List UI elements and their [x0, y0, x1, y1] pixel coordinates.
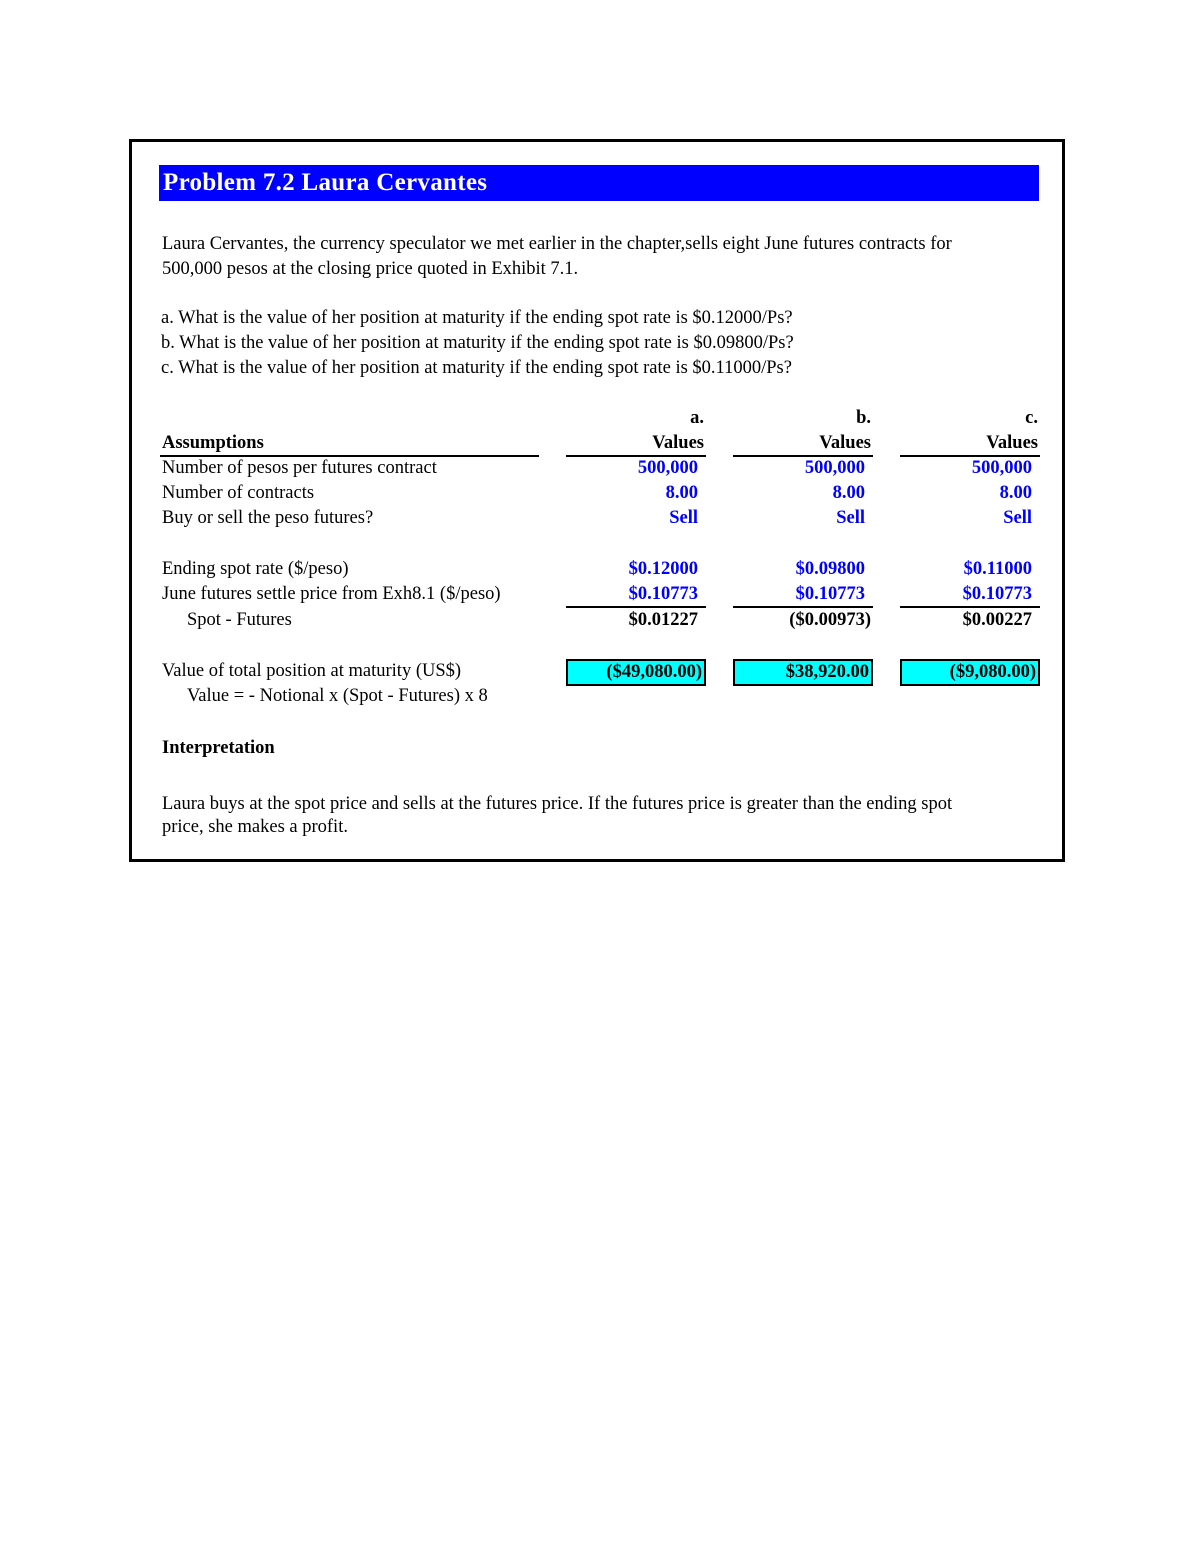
header-underline-assumptions — [160, 455, 539, 457]
cell-num-contracts-b: 8.00 — [832, 483, 865, 503]
cell-june-futures-c: $0.10773 — [962, 584, 1032, 604]
cell-ending-spot-b: $0.09800 — [795, 559, 865, 579]
row-label-spot-minus-futures: Spot - Futures — [187, 610, 292, 630]
cell-num-contracts-c: 8.00 — [999, 483, 1032, 503]
row-label-buy-or-sell: Buy or sell the peso futures? — [162, 508, 374, 528]
cell-pesos-per-contract-c: 500,000 — [971, 458, 1032, 478]
subtotal-underline-c — [900, 606, 1040, 608]
interpretation-line-1: Laura buys at the spot price and sells at the futures price. If the futures price is greater than the ending spot — [162, 794, 953, 814]
cell-pesos-per-contract-a: 500,000 — [637, 458, 698, 478]
row-label-num-contracts: Number of contracts — [162, 483, 315, 503]
subtotal-underline-a — [566, 606, 706, 608]
cell-buy-or-sell-a: Sell — [669, 508, 698, 528]
page-title: Problem 7.2 Laura Cervantes — [163, 169, 488, 196]
question-b: b. What is the value of her position at maturity if the ending spot rate is $0.09800/Ps? — [161, 333, 794, 353]
cell-spot-minus-futures-c: $0.00227 — [962, 610, 1032, 630]
assumptions-heading: Assumptions — [162, 433, 264, 453]
result-value-a: ($49,080.00) — [606, 662, 702, 682]
row-label-ending-spot: Ending spot rate ($/peso) — [162, 559, 349, 579]
cell-num-contracts-a: 8.00 — [665, 483, 698, 503]
cell-ending-spot-a: $0.12000 — [628, 559, 698, 579]
header-underline-c — [900, 455, 1040, 457]
column-header-c: Values — [986, 433, 1038, 453]
intro-line-2: 500,000 pesos at the closing price quoted in Exhibit 7.1. — [162, 259, 579, 279]
cell-june-futures-b: $0.10773 — [795, 584, 865, 604]
header-underline-a — [566, 455, 706, 457]
interpretation-heading: Interpretation — [162, 738, 275, 758]
result-value-c: ($9,080.00) — [949, 662, 1036, 682]
row-label-total-value: Value of total position at maturity (US$) — [162, 661, 462, 681]
cell-ending-spot-c: $0.11000 — [963, 559, 1032, 579]
question-a: a. What is the value of her position at maturity if the ending spot rate is $0.12000/Ps? — [161, 308, 793, 328]
row-label-june-futures: June futures settle price from Exh8.1 ($/peso) — [162, 584, 501, 604]
column-letter-c: c. — [1025, 408, 1038, 428]
title-bar — [159, 165, 1039, 201]
row-label-pesos-per-contract: Number of pesos per futures contract — [162, 458, 437, 478]
header-underline-b — [733, 455, 873, 457]
column-header-b: Values — [819, 433, 871, 453]
cell-spot-minus-futures-b: ($0.00973) — [789, 610, 871, 630]
question-c: c. What is the value of her position at maturity if the ending spot rate is $0.11000/Ps? — [161, 358, 792, 378]
cell-june-futures-a: $0.10773 — [628, 584, 698, 604]
intro-line-1: Laura Cervantes, the currency speculator we met earlier in the chapter,sells eight June futures contracts for — [162, 234, 952, 254]
subtotal-underline-b — [733, 606, 873, 608]
column-letter-b: b. — [856, 408, 871, 428]
result-box-a — [566, 659, 706, 686]
cell-buy-or-sell-b: Sell — [836, 508, 865, 528]
interpretation-line-2: price, she makes a profit. — [162, 817, 348, 837]
result-box-b — [733, 659, 873, 686]
result-box-c — [900, 659, 1040, 686]
column-header-a: Values — [652, 433, 704, 453]
result-value-b: $38,920.00 — [785, 662, 869, 682]
formula-note: Value = - Notional x (Spot - Futures) x 8 — [187, 686, 488, 706]
column-letter-a: a. — [690, 408, 704, 428]
cell-spot-minus-futures-a: $0.01227 — [628, 610, 698, 630]
cell-pesos-per-contract-b: 500,000 — [804, 458, 865, 478]
cell-buy-or-sell-c: Sell — [1003, 508, 1032, 528]
